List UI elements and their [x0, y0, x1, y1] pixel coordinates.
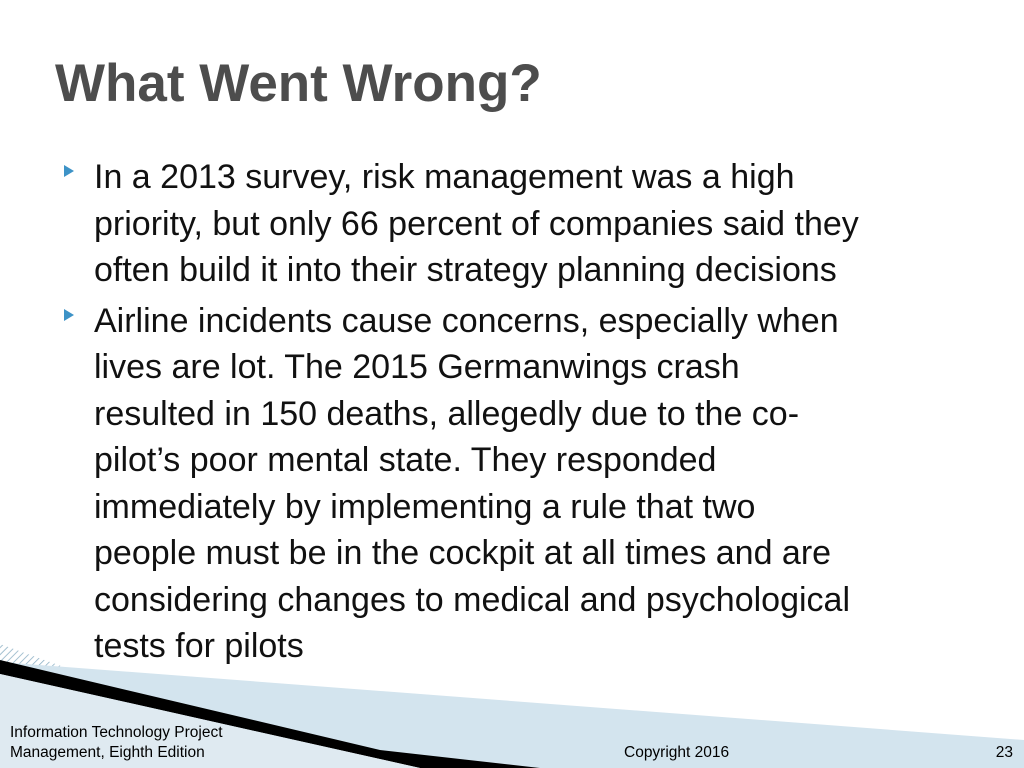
bullet-item: [0, 298, 1024, 670]
bullet-text: [94, 298, 974, 670]
bullet-line: considering changes to medical and psychological: [94, 580, 851, 619]
slide-number: 23: [995, 744, 1013, 761]
bullet-line: often build it into their strategy planning decisions: [94, 251, 837, 289]
bullet-line: immediately by implementing a rule that two: [94, 487, 756, 526]
triangle-bullet-icon: [64, 309, 74, 321]
bullet-list: [0, 154, 1024, 674]
bullet-item: [0, 154, 1024, 294]
bullet-line: resulted in 150 deaths, allegedly due to the co-: [94, 394, 800, 433]
footer-book-title-line: Management, Eighth Edition: [10, 744, 205, 761]
bullet-line: pilot’s poor mental state. They responded: [94, 441, 717, 479]
footer-book-title-line: Information Technology Project: [10, 724, 223, 741]
bullet-text: [94, 154, 974, 294]
footer-book-title: [10, 723, 223, 763]
bullet-line: priority, but only 66 percent of companies said they: [94, 204, 859, 243]
bullet-line: In a 2013 survey, risk management was a high: [94, 158, 795, 196]
bullet-line: tests for pilots: [94, 627, 304, 665]
bullet-line: lives are lot. The 2015 Germanwings crash: [94, 348, 740, 386]
footer-copyright: Copyright 2016: [624, 744, 730, 761]
bullet-line: people must be in the cockpit at all times and are: [94, 534, 832, 572]
triangle-bullet-icon: [64, 165, 74, 177]
bullet-line: Airline incidents cause concerns, especially when: [94, 301, 839, 340]
slide-title: What Went Wrong?: [55, 54, 542, 113]
